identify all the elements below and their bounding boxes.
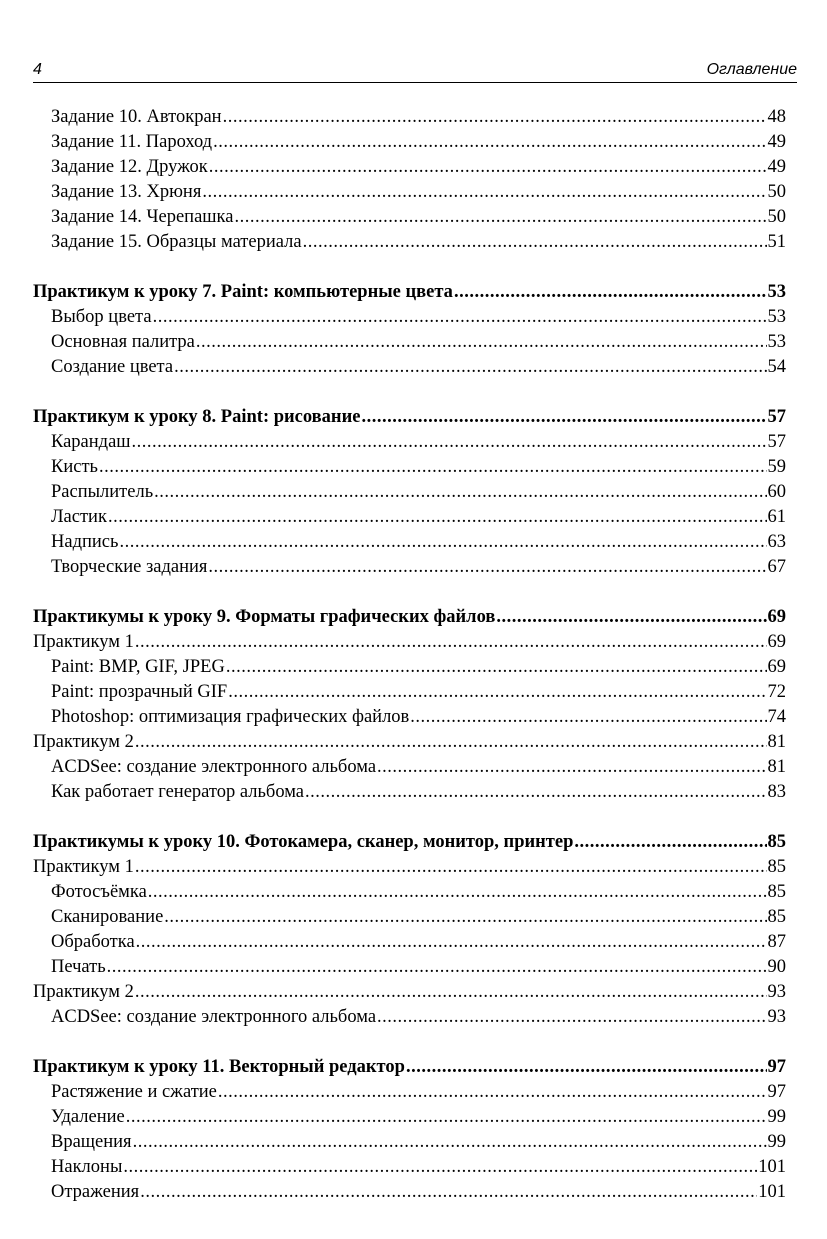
dot-leader (119, 530, 766, 555)
toc-entry[interactable] (33, 955, 786, 980)
toc-entry-title: Photoshop: оптимизация графических файлов (51, 707, 410, 727)
dot-leader (153, 305, 767, 330)
table-of-contents (33, 105, 786, 1205)
toc-entry-page: 97 (767, 1057, 786, 1077)
toc-entry-page: 50 (767, 182, 786, 202)
toc-entry-title: Практикумы к уроку 10. Фотокамера, сканер, монитор, принтер (33, 832, 574, 852)
toc-entry[interactable] (33, 1080, 786, 1105)
dot-leader (377, 1005, 766, 1030)
dot-leader (123, 1155, 757, 1180)
toc-entry-title: Удаление (51, 1107, 125, 1127)
toc-entry[interactable] (33, 1180, 786, 1205)
toc-entry[interactable] (33, 105, 786, 130)
toc-entry[interactable] (33, 730, 786, 755)
toc-entry-title: Выбор цвета (51, 307, 152, 327)
toc-entry-title: Практикум 1 (33, 632, 134, 652)
toc-entry-page: 60 (767, 482, 786, 502)
toc-entry-title: ACDSee: создание электронного альбома (51, 757, 377, 777)
toc-entry-page: 81 (767, 757, 786, 777)
toc-chapter-entry[interactable] (33, 830, 786, 855)
toc-entry-page: 67 (767, 557, 786, 577)
toc-entry[interactable] (33, 1005, 786, 1030)
page-number: 4 (33, 61, 42, 78)
dot-leader (305, 780, 766, 805)
toc-entry-page: 101 (758, 1157, 786, 1177)
toc-entry-title: Сканирование (51, 907, 164, 927)
toc-entry-page: 63 (767, 532, 786, 552)
section-gap (33, 255, 786, 280)
toc-entry-title: ACDSee: создание электронного альбома (51, 1007, 377, 1027)
toc-entry-page: 49 (767, 132, 786, 152)
dot-leader (154, 480, 766, 505)
toc-entry-page: 87 (767, 932, 786, 952)
dot-leader (135, 630, 767, 655)
toc-entry-title: Карандаш (51, 432, 131, 452)
dot-leader (135, 980, 767, 1005)
dot-leader (136, 930, 767, 955)
dot-leader (218, 1080, 767, 1105)
toc-entry-title: Задание 10. Автокран (51, 107, 222, 127)
toc-entry-page: 74 (767, 707, 786, 727)
dot-leader (99, 455, 767, 480)
toc-entry-page: 97 (767, 1082, 786, 1102)
dot-leader (410, 705, 766, 730)
dot-leader (174, 355, 766, 380)
page-header (33, 58, 797, 83)
toc-entry-page: 53 (767, 307, 786, 327)
toc-entry[interactable] (33, 555, 786, 580)
toc-entry-page: 48 (767, 107, 786, 127)
toc-chapter-entry[interactable] (33, 405, 786, 430)
toc-entry[interactable] (33, 205, 786, 230)
toc-entry-title: Практикум к уроку 11. Векторный редактор (33, 1057, 405, 1077)
toc-entry-title: Задание 12. Дружок (51, 157, 208, 177)
toc-entry-page: 53 (767, 282, 786, 302)
toc-entry-title: Как работает генератор альбома (51, 782, 305, 802)
toc-entry-page: 85 (767, 907, 786, 927)
dot-leader (135, 855, 767, 880)
toc-entry-title: Создание цвета (51, 357, 174, 377)
toc-entry[interactable] (33, 780, 786, 805)
toc-entry-page: 85 (767, 882, 786, 902)
dot-leader (140, 1180, 757, 1205)
toc-entry[interactable] (33, 455, 786, 480)
dot-leader (196, 330, 767, 355)
toc-entry-title: Практикум 2 (33, 982, 134, 1002)
toc-entry-page: 81 (767, 732, 786, 752)
section-gap (33, 580, 786, 605)
toc-entry-page: 54 (767, 357, 786, 377)
toc-entry-page: 51 (767, 232, 786, 252)
toc-entry-page: 101 (758, 1182, 786, 1202)
toc-entry[interactable] (33, 530, 786, 555)
dot-leader (361, 405, 766, 430)
toc-entry-page: 93 (767, 1007, 786, 1027)
toc-entry[interactable] (33, 855, 786, 880)
toc-entry[interactable] (33, 230, 786, 255)
toc-entry-title: Paint: BMP, GIF, JPEG (51, 657, 225, 677)
toc-entry-page: 93 (767, 982, 786, 1002)
dot-leader (377, 755, 766, 780)
toc-entry[interactable] (33, 180, 786, 205)
toc-entry-page: 59 (767, 457, 786, 477)
toc-entry-title: Задание 14. Черепашка (51, 207, 234, 227)
dot-leader (164, 905, 766, 930)
toc-entry-title: Практикум к уроку 8. Paint: рисование (33, 407, 361, 427)
toc-entry-title: Распылитель (51, 482, 154, 502)
toc-entry-page: 99 (767, 1132, 786, 1152)
dot-leader (126, 1105, 767, 1130)
toc-entry-title: Творческие задания (51, 557, 208, 577)
toc-entry-title: Практикум 2 (33, 732, 134, 752)
toc-entry-title: Практикумы к уроку 9. Форматы графических файлов (33, 607, 496, 627)
dot-leader (148, 880, 767, 905)
toc-entry-title: Кисть (51, 457, 98, 477)
toc-entry-page: 69 (767, 607, 786, 627)
toc-entry[interactable] (33, 1155, 786, 1180)
toc-entry-page: 57 (767, 407, 786, 427)
running-title: Оглавление (706, 61, 797, 78)
toc-entry-title: Наклоны (51, 1157, 123, 1177)
toc-entry[interactable] (33, 705, 786, 730)
toc-entry-title: Печать (51, 957, 106, 977)
dot-leader (209, 155, 767, 180)
toc-entry[interactable] (33, 330, 786, 355)
toc-entry-page: 83 (767, 782, 786, 802)
toc-entry-page: 69 (767, 657, 786, 677)
toc-entry-page: 49 (767, 157, 786, 177)
section-gap (33, 1030, 786, 1055)
toc-entry-title: Растяжение и сжатие (51, 1082, 217, 1102)
toc-entry-title: Вращения (51, 1132, 132, 1152)
toc-entry[interactable] (33, 1105, 786, 1130)
dot-leader (223, 105, 767, 130)
dot-leader (208, 555, 766, 580)
toc-entry-title: Обработка (51, 932, 135, 952)
toc-chapter-entry[interactable] (33, 605, 786, 630)
toc-entry-title: Задание 15. Образцы материала (51, 232, 302, 252)
toc-entry[interactable] (33, 880, 786, 905)
toc-entry[interactable] (33, 305, 786, 330)
toc-entry-title: Надпись (51, 532, 119, 552)
toc-entry[interactable] (33, 430, 786, 455)
dot-leader (213, 130, 766, 155)
dot-leader (135, 730, 767, 755)
dot-leader (132, 430, 767, 455)
dot-leader (107, 955, 767, 980)
toc-entry[interactable] (33, 680, 786, 705)
toc-entry[interactable] (33, 505, 786, 530)
toc-entry-page: 90 (767, 957, 786, 977)
toc-entry[interactable] (33, 355, 786, 380)
toc-entry[interactable] (33, 655, 786, 680)
toc-entry[interactable] (33, 980, 786, 1005)
dot-leader (454, 280, 767, 305)
toc-entry[interactable] (33, 755, 786, 780)
toc-entry-title: Задание 13. Хрюня (51, 182, 202, 202)
toc-entry-page: 57 (767, 432, 786, 452)
toc-entry-title: Практикум к уроку 7. Paint: компьютерные цвета (33, 282, 453, 302)
dot-leader (226, 655, 767, 680)
toc-entry-title: Фотосъёмка (51, 882, 147, 902)
dot-leader (228, 680, 766, 705)
toc-entry[interactable] (33, 930, 786, 955)
toc-entry-page: 61 (767, 507, 786, 527)
dot-leader (303, 230, 767, 255)
toc-chapter-entry[interactable] (33, 280, 786, 305)
toc-entry[interactable] (33, 905, 786, 930)
toc-entry-title: Основная палитра (51, 332, 195, 352)
dot-leader (406, 1055, 767, 1080)
dot-leader (133, 1130, 767, 1155)
section-gap (33, 805, 786, 830)
dot-leader (108, 505, 767, 530)
toc-entry-title: Задание 11. Пароход (51, 132, 213, 152)
dot-leader (202, 180, 766, 205)
toc-entry-page: 99 (767, 1107, 786, 1127)
toc-entry-title: Ластик (51, 507, 107, 527)
dot-leader (234, 205, 766, 230)
dot-leader (574, 830, 766, 855)
toc-entry-title: Отражения (51, 1182, 140, 1202)
toc-entry[interactable] (33, 130, 786, 155)
dot-leader (496, 605, 766, 630)
toc-entry-title: Практикум 1 (33, 857, 134, 877)
toc-entry[interactable] (33, 480, 786, 505)
toc-entry-page: 85 (767, 857, 786, 877)
toc-entry-page: 69 (767, 632, 786, 652)
toc-entry-page: 53 (767, 332, 786, 352)
toc-chapter-entry[interactable] (33, 1055, 786, 1080)
toc-entry[interactable] (33, 630, 786, 655)
toc-entry-title: Paint: прозрачный GIF (51, 682, 228, 702)
toc-entry-page: 72 (767, 682, 786, 702)
toc-entry[interactable] (33, 155, 786, 180)
section-gap (33, 380, 786, 405)
toc-entry[interactable] (33, 1130, 786, 1155)
toc-entry-page: 50 (767, 207, 786, 227)
toc-entry-page: 85 (767, 832, 786, 852)
